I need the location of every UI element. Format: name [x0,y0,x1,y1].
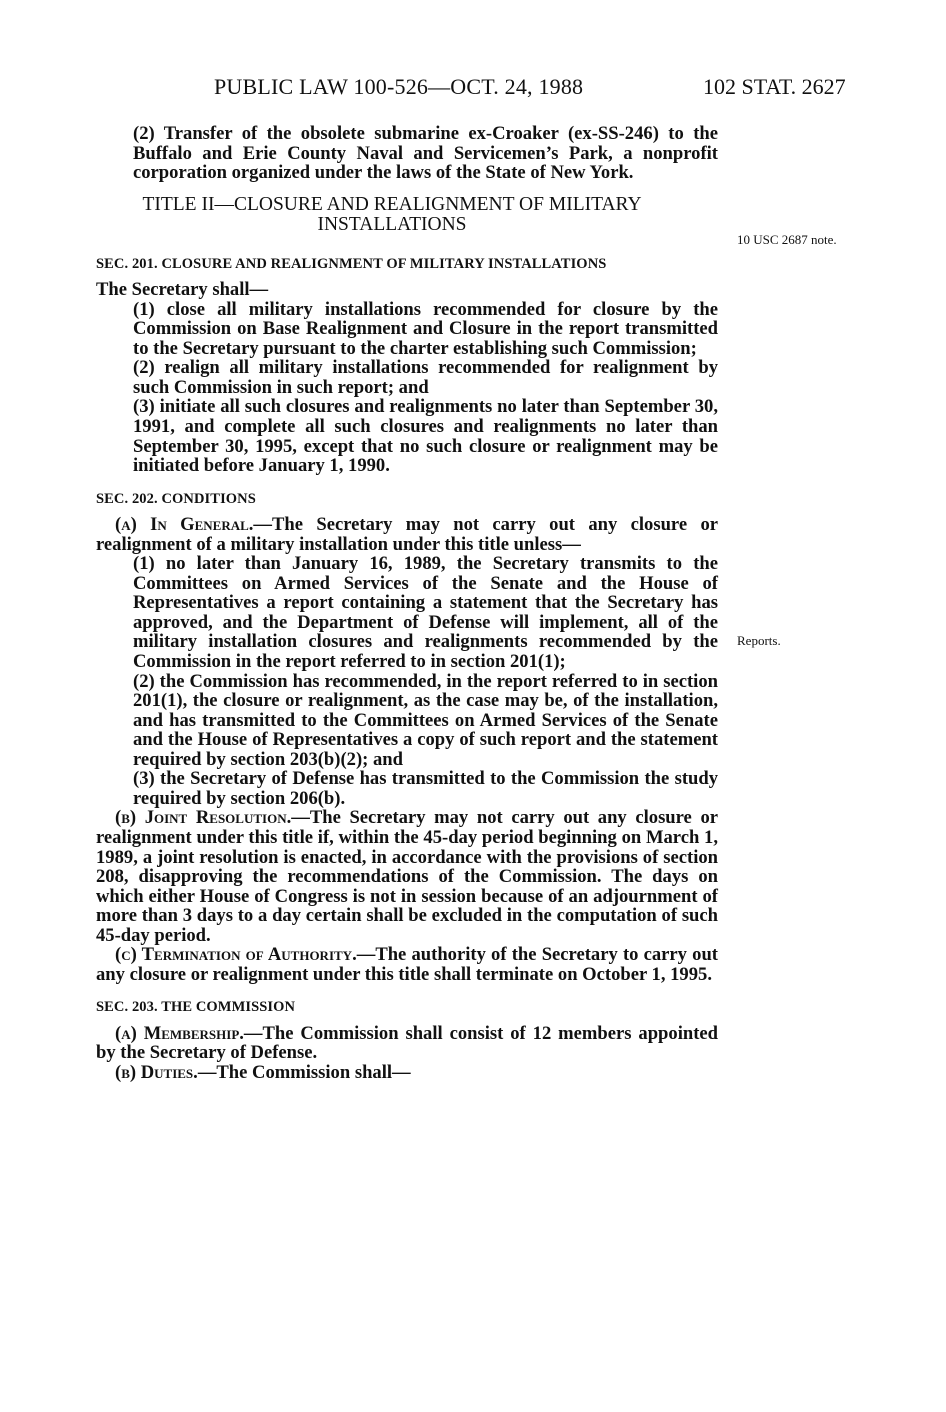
sec-202-subsection-b [96,808,718,945]
sec-202-b-label: (b) Joint Resolution. [115,807,292,829]
title-ii-heading [96,195,688,235]
sec-202-b-text: —The Secretary may not carry out any closure or realignment under this title if, within the 45-day period beginning on March 1, 1989, a joint resolution is enacted, in accordance with the provisions of section 208, disapproving the recommendations of the Commission. The days on which either House of Congress is not in session because of an adjournment of more than 3 days to a day certain shall be excluded in the computation of such 45-day period. [96,807,718,946]
sec-203-b-label: (b) Duties. [115,1061,198,1083]
sec-203-subsection-b [96,1063,718,1083]
sec-201-intro: The Secretary shall— [96,279,269,301]
document-body [96,124,718,1083]
sec-203-subsection-a [96,1024,718,1063]
sec-202-c-text: —The authority of the Secretary to carry out any closure or realignment under this title shall terminate on October 1, 1995. [96,944,718,985]
running-title: PUBLIC LAW 100-526—OCT. 24, 1988 [214,74,584,99]
sec-202-subsection-c [96,945,718,984]
page-header [0,74,946,104]
sec-202-a-label: (a) In General. [115,514,254,536]
sec-202-heading: SEC. 202. CONDITIONS [96,490,256,507]
sec-203-heading: SEC. 203. THE COMMISSION [96,999,296,1016]
title-ii-line-2: INSTALLATIONS [317,213,467,235]
sec-203-a-label: (a) Membership. [115,1022,244,1044]
sec-202-c-label: (c) Termination of Authority. [115,944,357,966]
sec-201-item-2: (2) realign all military installations recommended for realignment by such Commission in such report; and [133,357,718,398]
sec-201-item-1: (1) close all military installations recommended for closure by the Commission on Base Realignment and Closure in the report transmitted to the Secretary pursuant to the charter establishing such Commission; [133,298,718,359]
statute-page-number: 102 STAT. 2627 [703,74,846,99]
sec-202-a-item-2: (2) the Commission has recommended, in the report referred to in section 201(1), the closure or realignment, as the case may be, of the installation, and has transmitted to the Committees on Armed Services of the Senate and the House of Representatives a copy of such report and the statement required by section 203(b)(2); and [133,670,718,770]
item-2-transfer: (2) Transfer of the obsolete submarine ex-Croaker (ex-SS-246) to the Buffalo and Erie County Naval and Servicemen’s Park, a nonprofit corporation organized under the laws of the State of New York. [133,123,718,184]
sec-202-a-item-3: (3) the Secretary of Defense has transmitted to the Commission the study required by section 206(b). [133,768,718,809]
sec-203-a-text: —The Commission shall consist of 12 members appointed by the Secretary of Defense. [96,1022,718,1064]
sec-202-a-item-1: (1) no later than January 16, 1989, the Secretary transmits to the Committees on Armed Services of the Senate and the House of Representatives a report containing a statement that the Secretary has approved, and the Department of Defense will implement, all of the military installation closures and realignments recommended by the Commission in the report referred to in section 201(1); [133,553,718,673]
margin-note-reports: Reports. [737,633,781,648]
sec-203-b-text: —The Commission shall— [197,1061,411,1083]
sec-201-item-3: (3) initiate all such closures and realignments no later than September 30, 1991, and complete all such closures and realignments no later than September 30, 1995, except that no such closure or realignment may be initiated before January 1, 1990. [133,396,718,477]
sec-201-heading: SEC. 201. CLOSURE AND REALIGNMENT OF MILITARY INSTALLATIONS [96,255,607,272]
title-ii-line-1: TITLE II—CLOSURE AND REALIGNMENT OF MILITARY [142,193,642,215]
margin-note-usc: 10 USC 2687 note. [737,232,837,247]
sec-202-subsection-a [96,515,718,554]
sec-202-a-text: —The Secretary may not carry out any closure or realignment of a military installation under this title unless— [96,514,719,555]
